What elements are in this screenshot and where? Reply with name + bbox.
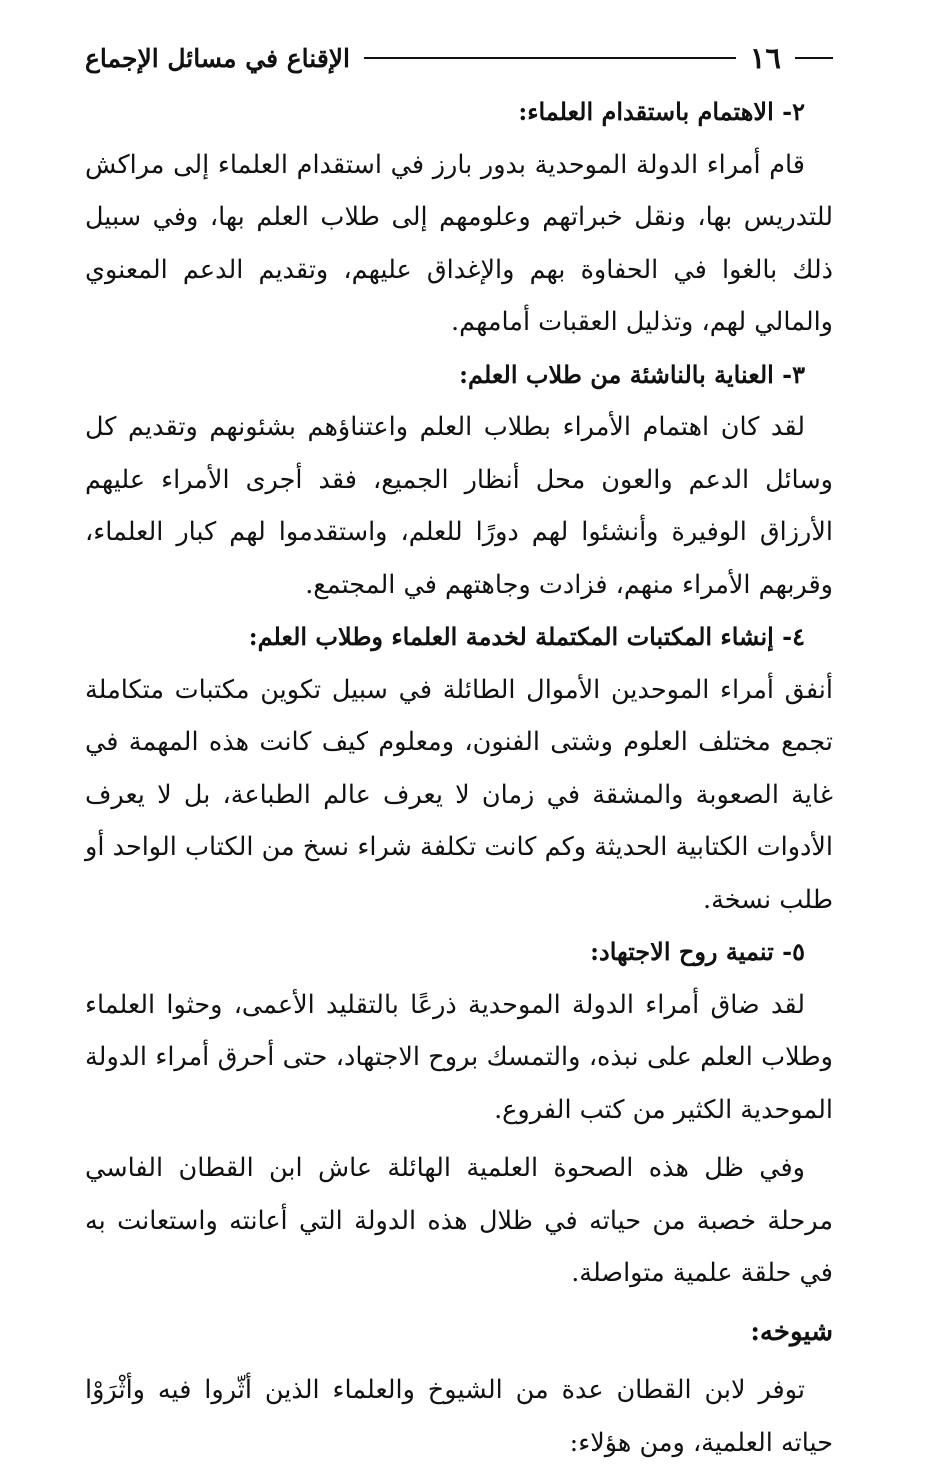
summary-paragraph: وفي ظل هذه الصحوة العلمية الهائلة عاش ابن القطان الفاسي مرحلة خصبة من حياته في ظلال هذه الدولة التي أعانته واستعانت به في حلقة علمية متواصلة. [85,1153,833,1288]
section-heading: ٢- الاهتمام باستقدام العلماء: [518,97,805,126]
teachers-paragraph: توفر لابن القطان عدة من الشيوخ والعلماء الذين أثّروا فيه وأثْرَوْا حياته العلمية، ومن هؤلاء: [85,1375,833,1458]
running-title: الإقناع في مسائل الإجماع [85,43,350,73]
section-heading: ٤- إنشاء المكتبات المكتملة لخدمة العلماء وطلاب العلم: [248,622,805,651]
section-paragraph: أنفق أمراء الموحدين الأموال الطائلة في سبيل تكوين مكتبات متكاملة تجمع مختلف العلوم وشتى الفنون، ومعلوم كيف كانت هذه المهمة في غاية الصعوبة والمشقة في زمان لا يعرف عالم الطباعة، بل لا يعرف الأدوات الكتابية الحديثة وكم كانت تكلفة شراء نسخ من الكتاب الواحد أو طلب نسخة. [85,674,833,915]
header-rule [364,57,736,59]
page-header [85,38,833,78]
section-paragraph: لقد ضاق أمراء الدولة الموحدية ذرعًا بالتقليد الأعمى، وحثوا العلماء وطلاب العلم على نبذه، والتمسك بروح الاجتهاد، حتى أحرق أمراء الدولة الموحدية الكثير من كتب الفروع. [85,989,833,1125]
section-paragraph: لقد كان اهتمام الأمراء بطلاب العلم واعتناؤهم بشئونهم وتقديم كل وسائل الدعم والعون محل أنظار الجميع، فقد أجرى الأمراء عليهم الأرزاق الوفيرة وأنشئوا لهم دورًا للعلم، واستقدموا لهم كبار العلماء، وقربهم الأمراء منهم، فزادت وجاهتهم في المجتمع. [85,412,833,600]
page-body [85,86,833,1469]
section-paragraph: قام أمراء الدولة الموحدية بدور بارز في استقدام العلماء إلى مراكش للتدريس بها، ونقل خبراتهم وعلومهم إلى طلاب العلم بها، وفي سبيل ذلك بالغوا في الحفاوة بهم والإغداق عليهم، وتقديم الدعم المعنوي والمالي لهم، وتذليل العقبات أمامهم. [85,149,833,337]
section-heading: ٣- العناية بالناشئة من طلاب العلم: [459,359,805,389]
page-number: ١٦ [749,41,781,75]
section-heading: ٥- تنمية روح الاجتهاد: [590,937,805,966]
header-dash [795,57,833,59]
teachers-heading: شيوخه: [750,1316,833,1347]
